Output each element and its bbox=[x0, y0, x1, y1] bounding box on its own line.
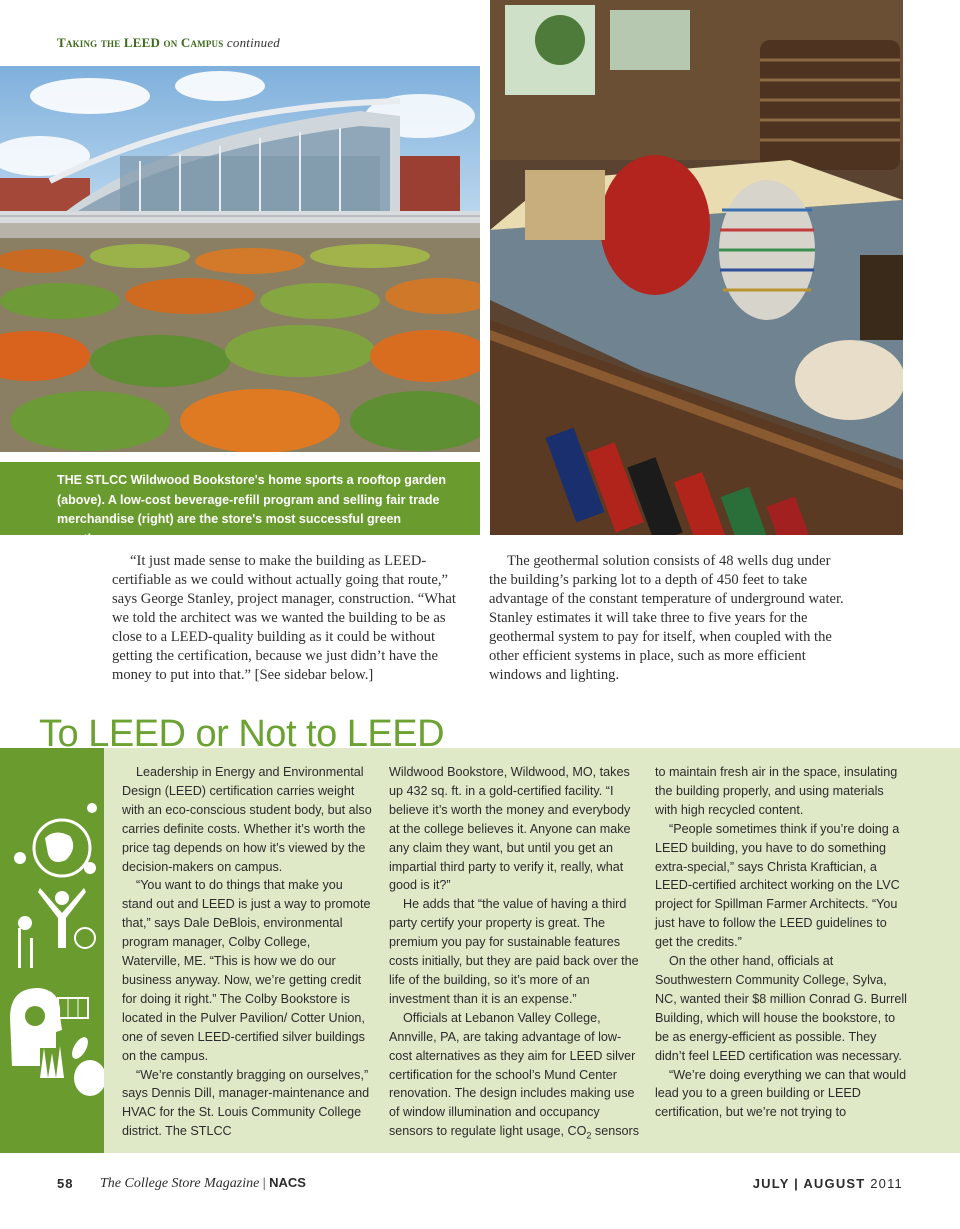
page-number: 58 bbox=[57, 1176, 74, 1191]
running-head bbox=[57, 35, 280, 51]
eco-icons-strip bbox=[0, 748, 104, 1153]
sidebar-paragraph: “We’re constantly bragging on ourselves,” says Dennis Dill, manager-maintenance and HVAC for the St. Louis Community College district. The STLCC bbox=[122, 1067, 370, 1139]
magazine-name bbox=[100, 1175, 306, 1192]
footer-separator: | bbox=[262, 1176, 266, 1191]
sidebar-paragraph: to maintain fresh air in the space, insulating the building properly, and using materials with high recycled content. bbox=[655, 765, 898, 817]
article-paragraph: “It just made sense to make the building as LEED-certifiable as we could without actually going that route,” says George Stanley, project manager, construction. “What we told the architect was we wanted the building to be as close to a LEED-quality building as it could be without getting the certification, because we just didn’t have the money to put into that.” [See sidebar below.] bbox=[112, 553, 456, 683]
sidebar-paragraph bbox=[389, 1009, 641, 1146]
bookstore-display-illustration bbox=[490, 0, 903, 535]
sidebar-paragraph: Leadership in Energy and Environmental Design (LEED) certification carries weight with an eco-conscious student body, but also carries definite costs. Whether it’s worth the price tag depends on how it’s viewed by the decision-makers on campus. bbox=[122, 765, 372, 874]
subscript: 2 bbox=[586, 1130, 592, 1141]
article-column-1 bbox=[112, 552, 468, 685]
bookstore-display-photo bbox=[490, 0, 903, 535]
eco-icons-illustration bbox=[0, 748, 104, 1153]
sidebar-text: sensors bbox=[591, 1124, 640, 1139]
article-column-2 bbox=[489, 552, 845, 685]
sidebar-column-2 bbox=[389, 763, 641, 1146]
magazine-title: The College Store Magazine bbox=[100, 1176, 260, 1191]
page-footer bbox=[57, 1174, 903, 1194]
sidebar-paragraph: Wildwood Bookstore, Wildwood, MO, takes up 432 sq. ft. in a gold-certified facility. “I believe it’s worth the money and everybody at the college believes it. Anyone can make any claim they want, but until you get an impartial third party to verify it, really, what good is it?” bbox=[389, 765, 631, 893]
sidebar-column-1 bbox=[122, 763, 372, 1141]
rooftop-garden-photo bbox=[0, 66, 480, 452]
sidebar-paragraph: He adds that “the value of having a third party certify your property is great. The premium you pay for sustainable features costs initially, but they are paid back over the life of the building, so it’s more of an investment than it is an expense.” bbox=[389, 897, 639, 1006]
running-head-title: Taking the LEED on Campus bbox=[57, 35, 224, 50]
issue-date bbox=[753, 1176, 903, 1191]
sidebar-paragraph: “We’re doing everything we can that would lead you to a green building or LEED certification, but we’re not trying to bbox=[655, 1067, 907, 1120]
sidebar-paragraph: “You want to do things that make you stand out and LEED is just a way to promote that,” says Dale DeBlois, environmental program manager, Colby College, Waterville, ME. “This is how we do our business anyway. Now, we’re getting credit for doing it right.” The Colby Bookstore is located in the Pulver Pavilion/ Cotter Union, one of seven LEED-certified silver buildings on the campus. bbox=[122, 878, 371, 1063]
rooftop-garden-illustration bbox=[0, 66, 480, 452]
sidebar-paragraph: “People sometimes think if you’re doing a LEED building, you have to do something extra-special,” says Christa Kraftician, a LEED-certified architect working on the LVC project for Spillman Farmer Architects. “You just have to follow the LEED guidelines to get the credits.” bbox=[655, 821, 900, 950]
photo-caption: THE STLCC Wildwood Bookstore's home sports a rooftop garden (above). A low-cost beverage-refill program and selling fair trade merchandise (right) are the store's most successful green practices. bbox=[0, 462, 480, 535]
issue-year: 2011 bbox=[870, 1176, 903, 1191]
sidebar-text: Officials at Lebanon Valley College, Annville, PA, are taking advantage of low-cost alternatives as they aim for LEED silver certification for the school’s Mund Center renovation. The design includes making use of window illumination and occupancy sensors to regulate light usage, CO bbox=[389, 1010, 636, 1139]
running-head-continued: continued bbox=[226, 35, 280, 50]
sidebar-paragraph: On the other hand, officials at Southwestern Community College, Sylva, NC, wanted their $8 million Conrad G. Burrell Building, which will house the bookstore, to be as energy-efficient as possible. They didn’t feel LEED certification was necessary. bbox=[655, 954, 907, 1063]
issue-months: JULY | AUGUST bbox=[752, 1176, 866, 1191]
article-paragraph: The geothermal solution consists of 48 wells dug under the building’s parking lot to a depth of 450 feet to take advantage of the constant temperature of underground water. Stanley estimates it will take three to five years for the geothermal system to pay for itself, when coupled with the other efficient systems in place, such as more efficient windows and lighting. bbox=[489, 553, 844, 683]
sidebar-title: To LEED or Not to LEED bbox=[39, 713, 445, 755]
sidebar-column-3 bbox=[655, 763, 907, 1122]
organization: NACS bbox=[269, 1175, 306, 1190]
